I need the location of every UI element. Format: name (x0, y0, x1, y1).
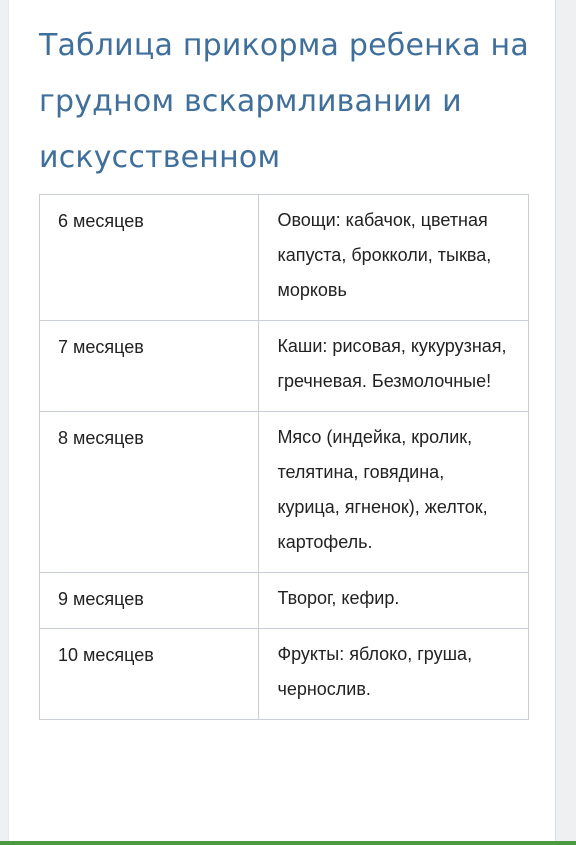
age-cell: 10 месяцев (40, 629, 259, 720)
article-title: Таблица прикорма ребенка на грудном вскармливании и искусственном (39, 28, 529, 175)
food-cell: Фрукты: яблоко, груша, чернослив. (259, 629, 529, 720)
table-row (40, 321, 529, 412)
age-cell: 7 месяцев (40, 321, 259, 412)
table-row (40, 412, 529, 573)
table-row (40, 573, 529, 629)
food-cell: Каши: рисовая, кукурузная, гречневая. Безмолочные! (259, 321, 529, 412)
food-cell: Мясо (индейка, кролик, телятина, говядина, курица, ягненок), желток, картофель. (259, 412, 529, 573)
age-cell: 6 месяцев (40, 195, 259, 321)
age-cell: 8 месяцев (40, 412, 259, 573)
age-cell: 9 месяцев (40, 573, 259, 629)
article-card (8, 0, 556, 845)
feeding-table (39, 194, 529, 720)
table-row (40, 195, 529, 321)
bottom-accent-bar (0, 841, 576, 845)
food-cell: Творог, кефир. (259, 573, 529, 629)
food-cell: Овощи: кабачок, цветная капуста, брокколи, тыква, морковь (259, 195, 529, 321)
table-row (40, 629, 529, 720)
